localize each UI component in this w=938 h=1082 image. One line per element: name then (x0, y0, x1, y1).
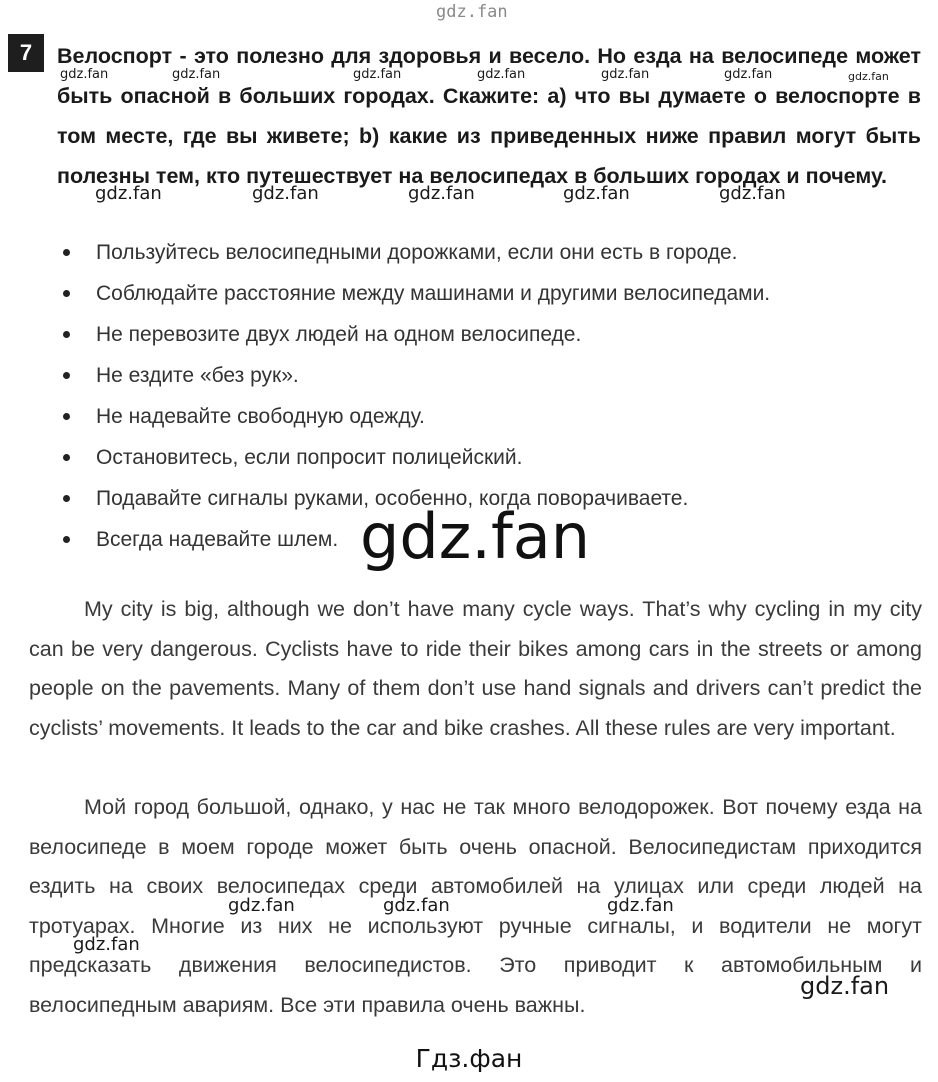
list-item (58, 355, 770, 396)
exercise-number: 7 (8, 34, 44, 72)
watermark: gdz.fan (719, 183, 786, 204)
footer-site-name: Гдз.фан (415, 1044, 523, 1073)
list-item (58, 396, 770, 437)
bullet-icon (63, 454, 70, 461)
watermark: gdz.fan (228, 895, 295, 916)
watermark: gdz.fan (563, 183, 630, 204)
exercise-task: Велоспорт - это полезно для здоровья и весело. Но езда на велосипеде может быть опасной в больших городах. Скажите: a) что вы думаете о велоспорте в том месте, где вы живете; b) какие из приведенных ниже правил могут быть полезны тем, кто путешествует на велосипедах в больших городах и почему. (57, 44, 921, 188)
watermark: gdz.fan (408, 183, 475, 204)
watermark: gdz.fan (95, 183, 162, 204)
watermark-top: gdz.fan (436, 2, 508, 22)
rule-text: Не ездите «без рук». (96, 364, 299, 387)
watermark: gdz.fan (172, 67, 221, 82)
watermark: gdz.fan (607, 895, 674, 916)
watermark: gdz.fan (73, 934, 140, 955)
bullet-icon (63, 290, 70, 297)
answer-english: My city is big, although we don’t have many cycle ways. That’s why cycling in my city can be very dangerous. Cyclists have to ride their bikes among cars in the streets or among people on the pavements. Many of them don’t use hand signals and drivers can’t predict the cyclists’ movements. It leads to the car and bike crashes. All these rules are very important. (29, 597, 922, 740)
answer-russian: Мой город большой, однако, у нас не так много велодорожек. Вот почему езда на велосипеде в моем городе может быть очень опасной. Велосипедистам приходится ездить на своих велосипедах среди автомобилей на улицах или среди людей на тротуарах. Многие из них не используют ручные сигналы, и водители не могут предсказать движения велосипедистов. Это приводит к автомобильным и велосипедным авариям. Все эти правила очень важны. (29, 795, 922, 1017)
rule-text: Соблюдайте расстояние между машинами и другими велосипедами. (96, 282, 771, 305)
rule-text: Не перевозите двух людей на одном велосипеде. (96, 323, 582, 346)
bullet-icon (63, 331, 70, 338)
rule-text: Всегда надевайте шлем. (96, 528, 339, 551)
watermark: gdz.fan (60, 67, 109, 82)
bullet-icon (63, 536, 70, 543)
watermark: gdz.fan (252, 183, 319, 204)
bullet-icon (63, 495, 70, 502)
watermark: gdz.fan (477, 67, 526, 82)
bullet-icon (63, 372, 70, 379)
list-item (58, 273, 770, 314)
bullet-icon (63, 413, 70, 420)
rule-text: Остановитесь, если попросит полицейский. (96, 446, 523, 469)
watermark: gdz.fan (383, 895, 450, 916)
watermark: gdz.fan (800, 972, 890, 1000)
watermark: gdz.fan (724, 67, 773, 82)
rule-text: Подавайте сигналы руками, особенно, когда поворачиваете. (96, 487, 689, 510)
watermark: gdz.fan (848, 70, 889, 83)
list-item (58, 437, 770, 478)
rule-text: Пользуйтесь велосипедными дорожками, если они есть в городе. (96, 241, 738, 264)
rule-text: Не надевайте свободную одежду. (96, 405, 425, 428)
bullet-icon (63, 249, 70, 256)
watermark: gdz.fan (601, 67, 650, 82)
list-item (58, 232, 770, 273)
watermark: gdz.fan (353, 67, 402, 82)
watermark-large: gdz.fan (360, 500, 591, 573)
list-item (58, 314, 770, 355)
